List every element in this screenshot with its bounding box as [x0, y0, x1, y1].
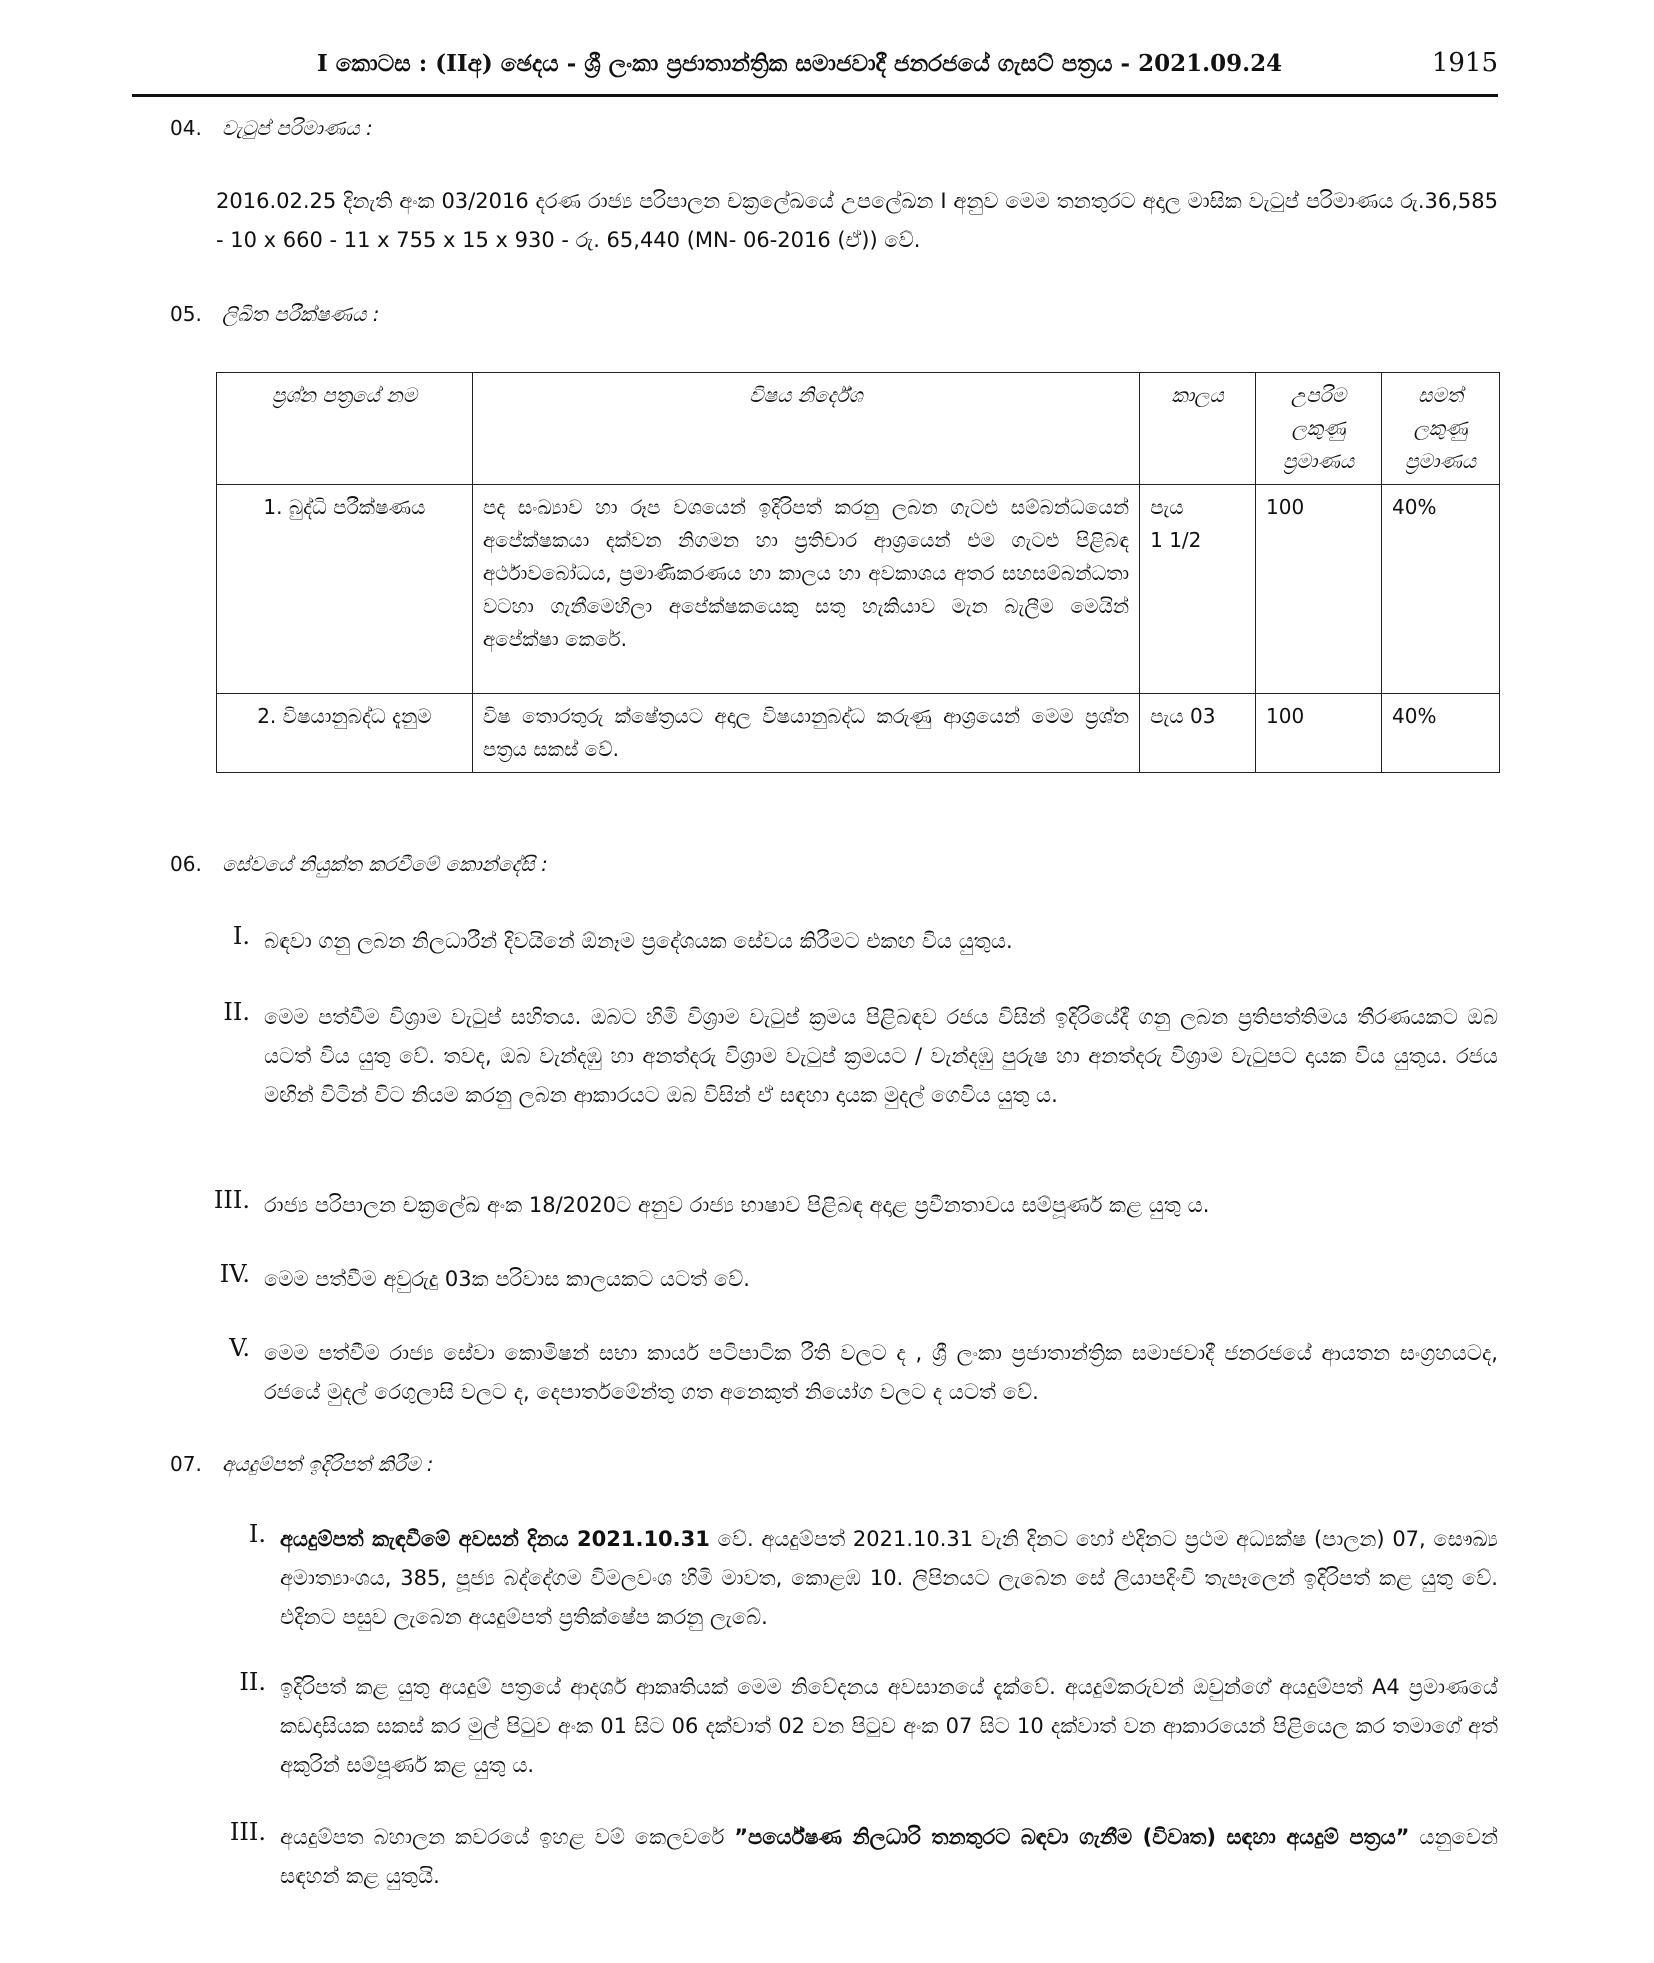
section-number: 06.	[170, 852, 202, 876]
section-07-heading	[170, 1452, 434, 1476]
condition-numeral: I.	[232, 922, 250, 950]
syllabus: විෂ තොරතුරු ක්ෂේත්‍රයට අදාල විෂයානුබද්ධ කරුණු ආශ්‍රයෙන් මෙම ප්‍රශ්න පත්‍රය සකස් වේ.	[472, 694, 1139, 773]
section-06-heading	[170, 852, 548, 876]
application-text	[280, 1520, 1498, 1637]
header-time: කාලය	[1140, 373, 1256, 485]
pass-marks: 40%	[1382, 485, 1500, 694]
condition-text: බඳවා ගනු ලබන නිලධාරීන් දිවයිනේ ඕනෑම ප්‍රදේශයක සේවය කිරීමට එකඟ විය යුතුය.	[264, 929, 1013, 953]
syllabus: පද සංඛ්‍යාව හා රූප වශයෙන් ඉදිරිපත් කරනු ලබන ගැටළු සම්බන්ධයෙන් අපේක්ෂකයා දක්වන නිගමන හා ප්‍රතිචාර ආශ්‍රයෙන් එම ගැටළු පිළිබඳ අර්ථාවබෝධය, ප්‍රමාණිකරණය හා කාලය හා අවකාශය අතර සහසම්බන්ධතා වටහා ගැනීමෙහිලා අපේක්ෂකයෙකු සතු හැකියාව මැන බැලීම මෙයින් අපේක්ෂා කෙරේ.	[472, 485, 1139, 694]
application-numeral: II.	[239, 1668, 266, 1696]
application-numeral: III.	[229, 1818, 266, 1846]
header-title: I කොටස : (IIඅ) ඡෙදය - ශ්‍රී ලංකා ප්‍රජාතාන්ත්‍රික සමාජවාදී ජනරජයේ ගැසට් පත්‍රය - 2021.09.24	[317, 50, 1283, 77]
section-05-heading	[170, 302, 380, 326]
application-numeral: I.	[248, 1520, 266, 1548]
header-syllabus: විෂය නිර්දේශ	[472, 373, 1139, 485]
application-body: අයදුම්පත බහාලන කවරයේ ඉහළ වම් කෙලවරේ	[280, 1825, 735, 1849]
table-row	[217, 485, 1500, 694]
section-number: 04.	[170, 116, 202, 140]
condition-text: මෙම පත්වීම විශ්‍රාම වැටුප් සහිතය. ඔබට හිමි විශ්‍රාම වැටුප් ක්‍රමය පිළිබඳව රජය විසින් ඉදිරියේදී ගනු ලබන ප්‍රතිපත්තිමය තීරණයකට ඔබ යටත් විය යුතු වේ. තවද, ඔබ වැන්දඹු හා අනත්දරු විශ්‍රාම වැටුප් ක්‍රමයට / වැන්දඹු පුරුෂ හා අනත්දරු විශ්‍රාම වැටුපට දායක විය යුතුය. රජය මඟින් විටින් විට නියම කරනු ලබන ආකාරයට ඔබ විසින් ඒ සඳහා දායක මුදල් ගෙවිය යුතු ය.	[264, 1005, 1498, 1107]
deadline-bold: අයදුම්පත් කැඳවීමේ අවසන් දිනය 2021.10.31	[280, 1527, 710, 1551]
condition-text: මෙම පත්වීම රාජ්‍ය සේවා කොමිෂන් සභා කාර්ය පටිපාටික රීති වලට ද , ශ්‍රී ලංකා ප්‍රජාතාන්ත්‍රික සමාජවාදී ජනරජයේ ආයතන සංග්‍රහයටද, රජයේ මුදල් රෙගුලාසි වලට ද, දෙපාර්තමේන්තු ගත අනෙකුත් නියෝග වලට ද යටත් වේ.	[264, 1341, 1498, 1404]
application-body: යනුවෙන් සඳහන් කළ යුතුයි.	[280, 1825, 1498, 1888]
condition-numeral: II.	[223, 998, 250, 1026]
salary-paragraph: 2016.02.25 දිනැති අංක 03/2016 දරණ රාජ්‍ය පරිපාලන චක්‍රලේඛයේ උපලේඛන I අනුව මෙම තනතුරට අදාල මාසික වැටුප් පරිමාණය රු.36,585 - 10 x 660 - 11 x 755 x 15 x 930 - රු. 65,440 (MN- 06-2016 (ඒ)) වේ.	[216, 189, 1498, 252]
max-marks: 100	[1256, 694, 1382, 773]
paper-name: 2. විෂයානුබද්ධ දැනුම	[217, 694, 473, 773]
application-body: වේ. අයදුම්පත් 2021.10.31 වැනි දිනට හෝ එදිනට ප්‍රථම අධ්‍යක්ෂ (පාලන) 07, සෞඛ්‍ය අමාත්‍යාංශය, 385, පූජ්‍ය බද්දේගම විමලවංශ හිමි මාවත, කොළඹ 10. ලිපිනයට ලැබෙන සේ ලියාපදිංචි තැපෑලෙන් ඉදිරිපත් කළ යුතු වේ. එදිනට පසුව ලැබෙන අයදුම්පත් ප්‍රතික්ෂේප කරනු ලැබේ.	[280, 1527, 1498, 1629]
application-text: ඉදිරිපත් කළ යුතු අයදුම් පත්‍රයේ ආදර්ශ ආකෘතියක් මෙම නිවේදනය අවසානයේ දැක්වේ. අයදුම්කරුවන් ඔවුන්ගේ අයදුම්පත් A4 ප්‍රමාණයේ කඩදාසියක සකස් කර මුල් පිටුව අංක 01 සිට 06 දක්වාත් 02 වන පිටුව අංක 07 සිට 10 දක්වාත් වන ආකාරයෙන් පිළියෙල කර තමාගේ අත් අකුරින් සම්පූර්ණ කළ යුතු ය.	[280, 1675, 1498, 1777]
exam-table	[216, 372, 1500, 773]
envelope-title-bold: ”පර්යේෂණ නිලධාරි තනතුරට බඳවා ගැනීම (විවෘත) සඳහා අයදුම් පත්‍රය”	[734, 1825, 1410, 1849]
application-text	[280, 1818, 1498, 1896]
section-title: අයදුම්පත් ඉදිරිපත් කිරීම :	[222, 1452, 434, 1476]
condition-numeral: V.	[229, 1334, 250, 1362]
section-title: ලිඛිත පරීක්ෂණය :	[222, 302, 380, 326]
section-number: 07.	[170, 1452, 202, 1476]
duration	[1140, 485, 1256, 694]
header-max-marks: උපරිම ලකුණු ප්‍රමාණය	[1256, 373, 1382, 485]
section-title: සේවයේ නියුක්ත කරවීමේ කොන්දේසි :	[222, 852, 548, 876]
page-number: 1915	[1431, 48, 1498, 78]
section-04-heading	[170, 116, 373, 140]
table-row	[217, 694, 1500, 773]
condition-text: රාජ්‍ය පරිපාලන චක්‍රලේඛ අංක 18/2020ට අනුව රාජ්‍ය භාෂාව පිළිබඳ අදාළ ප්‍රවීනතාවය සම්පූර්ණ කළ යුතු ය.	[264, 1193, 1210, 1217]
duration-line: පැය 03	[1150, 704, 1216, 728]
condition-text: මෙම පත්වීම අවුරුදු 03ක පරිවාස කාලයකට යටත් වේ.	[264, 1267, 750, 1291]
table-header-row	[217, 373, 1500, 485]
duration-line: 1 1/2	[1150, 528, 1202, 552]
condition-numeral: IV.	[219, 1260, 250, 1288]
page-header	[132, 44, 1498, 97]
duration	[1140, 694, 1256, 773]
header-pass-marks: සමත් ලකුණු ප්‍රමාණය	[1382, 373, 1500, 485]
max-marks: 100	[1256, 485, 1382, 694]
duration-line: පැය	[1150, 495, 1184, 519]
section-title: වැටුප් පරිමාණය :	[222, 116, 373, 140]
paper-name: 1. බුද්ධි පරීක්ෂණය	[217, 485, 473, 694]
pass-marks: 40%	[1382, 694, 1500, 773]
section-number: 05.	[170, 302, 202, 326]
condition-numeral: III.	[213, 1186, 250, 1214]
header-paper-name: ප්‍රශ්න පත්‍රයේ නම	[217, 373, 473, 485]
